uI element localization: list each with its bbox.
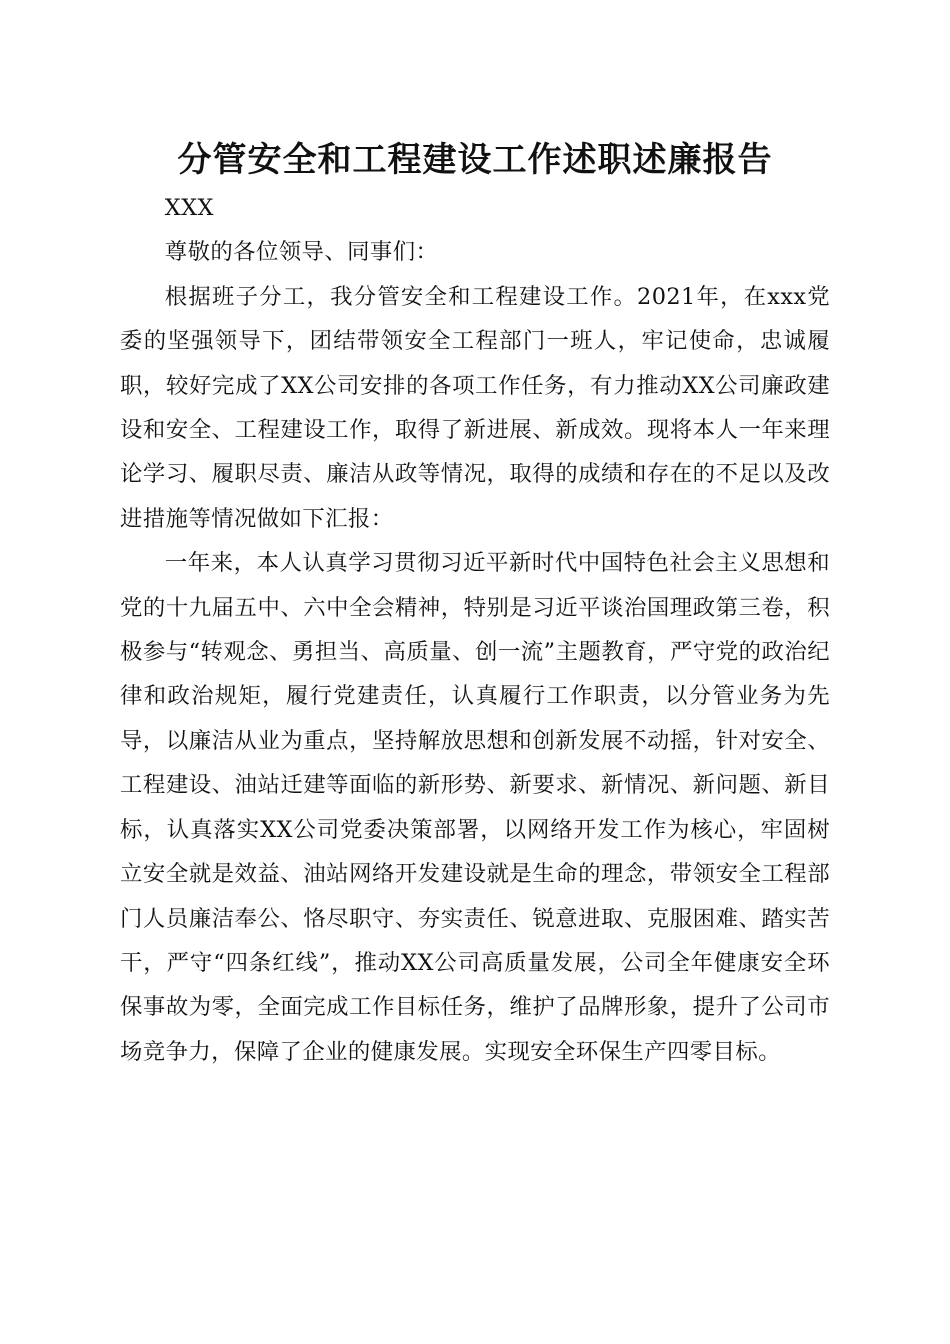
body-paragraph-1: 根据班子分工，我分管安全和工程建设工作。2021年，在xxx党委的坚强领导下，团结带领安全工程部门一班人，牢记使命，忠诚履职，较好完成了XX公司安排的各项工作任务，有力推动XX公司廉政建设和安全、工程建设工作，取得了新进展、新成效。现将本人一年来理论学习、履职尽责、廉洁从政等情况，取得的成绩和存在的不足以及改进措施等情况做如下汇报： [120, 283, 830, 532]
document-body [120, 186, 830, 1074]
body-paragraph-2: 一年来，本人认真学习贯彻习近平新时代中国特色社会主义思想和党的十九届五中、六中全会精神，特别是习近平谈治国理政第三卷，积极参与“转观念、勇担当、高质量、创一流”主题教育，严守党的政治纪律和政治规矩，履行党建责任，认真履行工作职责，以分管业务为先导，以廉洁从业为重点，坚持解放思想和创新发展不动摇，针对安全、工程建设、油站迁建等面临的新形势、新要求、新情况、新问题、新目标，认真落实XX公司党委决策部署，以网络开发工作为核心，牢固树立安全就是效益、油站网络开发建设就是生命的理念，带领安全工程部门人员廉洁奉公、恪尽职守、夯实责任、锐意进取、克服困难、踏实苦干，严守“四条红线”，推动XX公司高质量发展，公司全年健康安全环保事故为零，全面完成工作目标任务，维护了品牌形象，提升了公司市场竞争力，保障了企业的健康发展。实现安全环保生产四零目标。 [120, 550, 830, 1065]
author-line: XXX [164, 195, 214, 221]
document-title: 分管安全和工程建设工作述职述廉报告 [177, 140, 773, 180]
salutation-line: 尊敬的各位领导、同事们： [164, 239, 439, 266]
